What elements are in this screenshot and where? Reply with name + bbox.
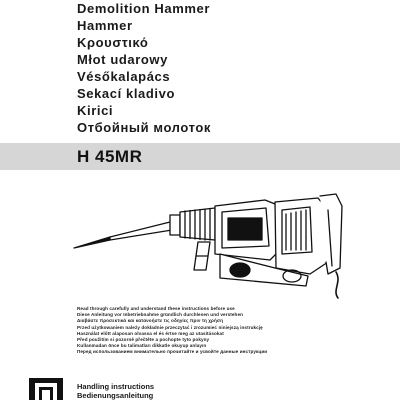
safety-notice bbox=[77, 306, 387, 356]
notice-hungarian: Használat előtt alaposan olvassa el és értse meg az utasításokat bbox=[77, 330, 224, 336]
title-greek: Κρουστικό bbox=[77, 35, 149, 50]
model-band bbox=[0, 143, 400, 170]
model-name: H 45MR bbox=[77, 147, 143, 166]
notice-czech: Před použitím si pozorně přečtěte a pochopte tyto pokyny bbox=[77, 337, 210, 343]
title-list bbox=[77, 0, 397, 136]
notice-greek: Διαβάστε προσεκτικά και κατανοήστε τις οδηγίες πριν τη χρήση bbox=[77, 318, 224, 324]
title-polish: Młot udarowy bbox=[77, 52, 168, 67]
title-turkish: Kirici bbox=[77, 103, 114, 118]
demolition-hammer-illustration bbox=[70, 182, 350, 300]
footer-german: Bedienungsanleitung bbox=[77, 391, 154, 400]
title-german: Hammer bbox=[77, 18, 133, 33]
notice-german: Diese Anleitung vor Inbetriebnahme gründlich durchlesen und verstehen bbox=[77, 312, 244, 318]
title-hungarian: Vésőkalapács bbox=[77, 69, 171, 84]
title-english: Demolition Hammer bbox=[77, 1, 211, 16]
title-russian: Отбойный молоток bbox=[77, 120, 212, 135]
footer-titles bbox=[77, 382, 377, 400]
notice-english: Read through carefully and understand these instructions before use bbox=[77, 306, 235, 311]
notice-turkish: Kullanmadan önce bu talimatları dikkatle okuyup anlayın bbox=[77, 343, 207, 349]
manual-book-icon bbox=[28, 377, 64, 400]
notice-polish: Przed użytkowaniem należy dokładnie przeczytać i zrozumieć niniejszą instrukcję bbox=[77, 324, 263, 330]
title-czech: Sekací kladivo bbox=[77, 86, 176, 101]
footer-english: Handling instructions bbox=[77, 382, 155, 391]
notice-russian: Перед использованием внимательно прочитайте и усвойте данные инструкции bbox=[77, 349, 268, 355]
